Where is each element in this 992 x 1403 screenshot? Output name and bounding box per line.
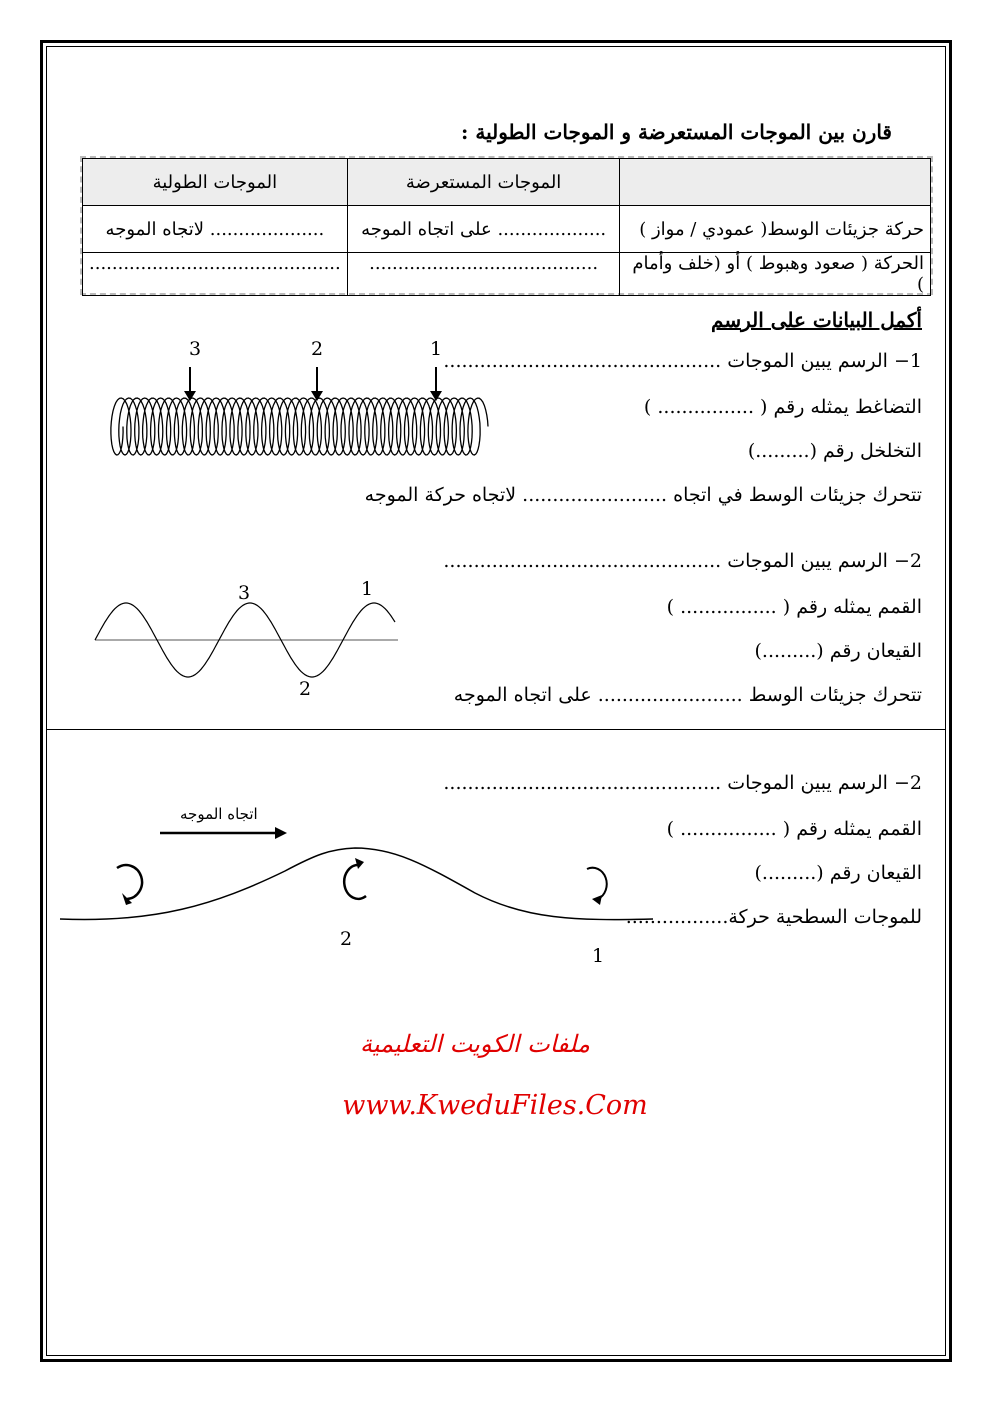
circular-arrow-icon [344, 858, 366, 899]
wave-label-1: 1 [361, 578, 374, 600]
watermark-url: www.KweduFiles.Com [342, 1090, 648, 1121]
section-heading: أكمل البيانات على الرسم [711, 308, 922, 332]
table-row-label: الحركة ( صعود وهبوط ) أو (خلف وأمام ) [620, 253, 931, 296]
q2-line-2: القمم يمثله رقم ( ................ ) [666, 596, 922, 618]
q1-line-4: تتحرك جزيئات الوسط في اتجاه ........................ لاتجاه حركة الموجه [364, 484, 922, 506]
q1-line-2: التضاغط يمثله رقم ( ................ ) [643, 396, 922, 418]
table-header-empty [620, 159, 931, 206]
comparison-table [80, 156, 933, 295]
spring-label-2: 2 [311, 338, 324, 360]
table-row-label: حركة جزيئات الوسط( عمودي / مواز ) [620, 206, 931, 253]
table-cell-longitudinal: .................... لاتجاه الموجه [83, 206, 348, 253]
arrow-right-icon [160, 827, 287, 839]
spring-diagram [100, 335, 500, 465]
surface-label-2: 2 [340, 928, 353, 950]
q3-line-3: القيعان رقم (.........) [754, 862, 922, 884]
q3-line-2: القمم يمثله رقم ( ................ ) [666, 818, 922, 840]
table-header-transverse: الموجات المستعرضة [347, 159, 620, 206]
arrow-down-icon [430, 367, 442, 401]
arrow-down-icon [311, 367, 323, 401]
circular-arrow-icon [117, 865, 142, 905]
table-cell-transverse: ........................................ [347, 253, 620, 296]
wave-label-2: 2 [299, 678, 312, 700]
q3-line-1: 2− الرسم يبين الموجات .............................................. [443, 772, 922, 794]
transverse-wave-diagram [90, 575, 410, 705]
q2-line-4: تتحرك جزيئات الوسط ........................ على اتجاه الموجه [453, 684, 922, 706]
spring-label-3: 3 [189, 338, 202, 360]
q3-line-4: للموجات السطحية حركة................. [625, 906, 922, 928]
q2-line-3: القيعان رقم (.........) [754, 640, 922, 662]
spring-coil [111, 398, 488, 455]
section-divider [46, 729, 946, 730]
arrow-down-icon [184, 367, 196, 401]
page-title: قارن بين الموجات المستعرضة و الموجات الطولية : [461, 120, 892, 144]
q2-line-1: 2− الرسم يبين الموجات .............................................. [443, 550, 922, 572]
wave-direction-label: اتجاه الموجه [180, 805, 258, 823]
circular-arrow-icon [587, 868, 607, 905]
q1-line-3: التخلخل رقم (.........) [747, 440, 922, 462]
table-header-longitudinal: الموجات الطولية [83, 159, 348, 206]
surface-wave-diagram [55, 795, 665, 975]
surface-label-1: 1 [592, 945, 605, 967]
table-cell-transverse: ................... على اتجاه الموجه [347, 206, 620, 253]
spring-label-1: 1 [430, 338, 443, 360]
q1-line-1: 1− الرسم يبين الموجات .............................................. [443, 350, 922, 372]
table-cell-longitudinal: ............................................ [83, 253, 348, 296]
wave-label-3: 3 [238, 582, 251, 604]
watermark-arabic: ملفات الكويت التعليمية [360, 1030, 590, 1058]
